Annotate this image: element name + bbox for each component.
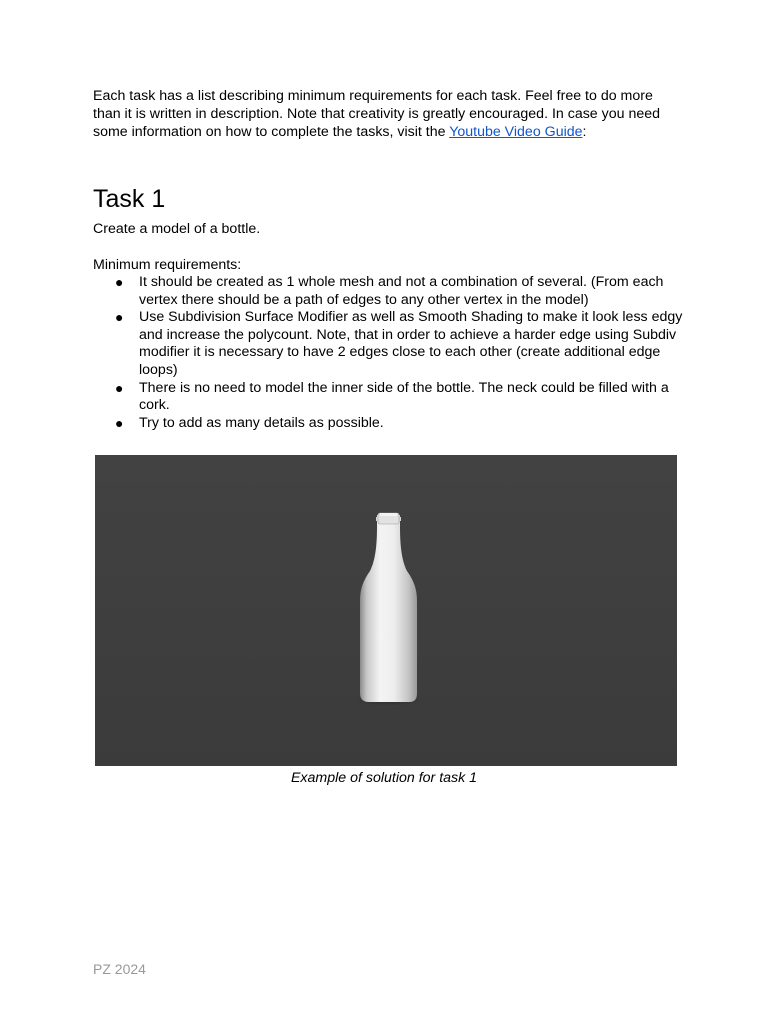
- bullet-icon: ●: [115, 379, 124, 396]
- task-title: Task 1: [93, 185, 166, 213]
- page-footer: PZ 2024: [93, 961, 146, 977]
- youtube-video-guide-link[interactable]: Youtube Video Guide: [449, 124, 583, 140]
- list-item: [93, 380, 683, 415]
- requirement-text: Use Subdivision Surface Modifier as well as Smooth Shading to make it look less edgy and increase the polycount. Note, that in order to achieve a harder edge using Subdiv modifier it is necessary to have 2 edges close to each other (create additional edge loops): [139, 309, 683, 378]
- intro-paragraph: [93, 87, 683, 141]
- list-item: [93, 274, 683, 309]
- bottle-render-image: [95, 455, 677, 766]
- list-item: [93, 415, 683, 433]
- bullet-icon: ●: [115, 414, 124, 431]
- intro-after-link: :: [582, 124, 587, 140]
- requirement-text: There is no need to model the inner side of the bottle. The neck could be filled with a cork.: [139, 379, 669, 414]
- requirements-heading: Minimum requirements:: [93, 257, 242, 273]
- bottle-cork-top: [380, 513, 397, 516]
- task-description: Create a model of a bottle.: [93, 221, 261, 237]
- bottle-illustration: [95, 455, 677, 766]
- bullet-icon: ●: [115, 309, 124, 326]
- requirement-text: Try to add as many details as possible.: [139, 414, 384, 431]
- list-item: [93, 309, 683, 379]
- requirements-list: [93, 274, 683, 432]
- requirement-text: It should be created as 1 whole mesh and not a combination of several. (From each vertex there should be a path of edges to any other vertex in the model): [139, 274, 664, 308]
- intro-text: Each task has a list describing minimum requirements for each task. Feel free to do more than it is written in description. Note that creativity is greatly encouraged. In case you need some information on how to complete the tasks, visit the: [93, 88, 661, 140]
- document-body: [93, 87, 683, 432]
- figure-caption: Example of solution for task 1: [290, 770, 478, 786]
- bullet-icon: ●: [115, 274, 124, 290]
